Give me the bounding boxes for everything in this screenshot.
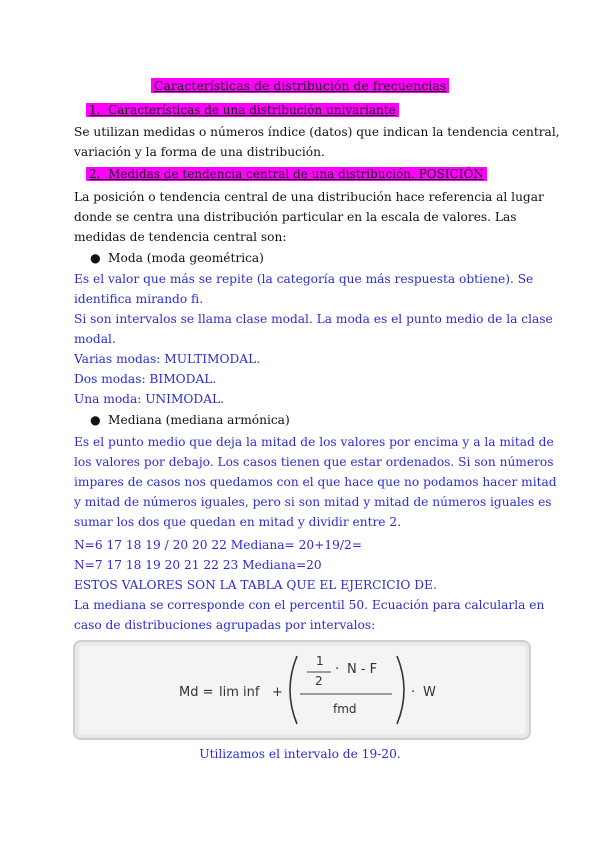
mediana-bullet-item <box>90 410 290 430</box>
mediana-note-line: ESTOS VALORES SON LA TABLA QUE EL EJERCICIO DE. <box>74 578 437 592</box>
section-2-title: Medidas de tendencia central de una distribución. POSICIÓN <box>108 167 484 181</box>
moda-label: Moda (moda geométrica) <box>108 251 264 265</box>
formula-w: W <box>423 685 436 700</box>
mediana-line: los valores por debajo. Los casos tienen que estar ordenados. Si son números <box>74 455 554 469</box>
moda-bullet-item <box>90 248 264 268</box>
section-1-text-line: variación y la forma de una distribución. <box>74 145 325 159</box>
moda-line: identifica mirando fi. <box>74 292 204 306</box>
mediana-line: y mitad de números iguales, pero si son mitad y mitad de números iguales es <box>74 495 552 509</box>
section-1-text-line: Se utilizan medidas o números índice (datos) que indican la tendencia central, <box>74 125 560 139</box>
section-1-heading <box>86 100 399 120</box>
section-1-title: Características de una distribución univariante <box>108 103 396 117</box>
mediana-line: caso de distribuciones agrupadas por intervalos: <box>74 618 376 632</box>
formula-one: 1 <box>316 654 324 668</box>
mediana-line: Es el punto medio que deja la mitad de los valores por encima y a la mitad de <box>74 435 554 449</box>
median-formula-image <box>73 640 531 740</box>
moda-line: Una moda: UNIMODAL. <box>74 392 224 406</box>
mediana-line: impares de casos nos quedamos con el que hace que no podamos hacer mitad <box>74 475 557 489</box>
document-title <box>0 76 600 96</box>
formula-md: Md = <box>179 685 214 700</box>
bullet-icon: ● <box>90 413 101 427</box>
moda-line: Varias modas: MULTIMODAL. <box>74 352 261 366</box>
moda-line: modal. <box>74 332 116 346</box>
formula-dot: · <box>411 685 416 700</box>
formula-fmd: fmd <box>333 702 357 716</box>
formula-two: 2 <box>315 674 323 688</box>
right-parenthesis <box>397 656 404 724</box>
closing-line: Utilizamos el intervalo de 19-20. <box>199 747 401 761</box>
formula-n-minus-f: N - F <box>347 662 378 677</box>
mediana-line: La mediana se corresponde con el percentil 50. Ecuación para calcularla en <box>74 598 545 612</box>
moda-line: Dos modas: BIMODAL. <box>74 372 217 386</box>
mediana-example-line: N=6 17 18 19 / 20 20 22 Mediana= 20+19/2= <box>74 538 362 552</box>
section-2-text-line: medidas de tendencia central son: <box>74 230 287 244</box>
title-highlight: Características de distribución de frecuencias <box>151 78 449 93</box>
formula-brackets-svg <box>75 642 529 738</box>
moda-line: Es el valor que más se repite (la categoría que más respuesta obtiene). Se <box>74 272 534 286</box>
formula-lim-inf: lim inf <box>219 685 260 700</box>
bullet-icon: ● <box>90 251 101 265</box>
mediana-line: sumar los dos que quedan en mitad y dividir entre 2. <box>74 515 402 529</box>
section-2-heading <box>86 164 487 184</box>
left-parenthesis <box>290 656 297 724</box>
section-1-number: 1. <box>89 103 101 117</box>
mediana-label: Mediana (mediana armónica) <box>108 413 290 427</box>
moda-line: Si son intervalos se llama clase modal. La moda es el punto medio de la clase <box>74 312 553 326</box>
formula-dot: · <box>335 662 340 677</box>
section-2-number: 2. <box>89 167 101 181</box>
formula-plus: + <box>272 685 283 700</box>
section-2-text-line: donde se centra una distribución particular en la escala de valores. Las <box>74 210 517 224</box>
section-2-highlight <box>86 167 487 181</box>
section-2-text-line: La posición o tendencia central de una distribución hace referencia al lugar <box>74 190 544 204</box>
mediana-example-line: N=7 17 18 19 20 21 22 23 Mediana=20 <box>74 558 322 572</box>
section-1-highlight <box>86 103 399 117</box>
